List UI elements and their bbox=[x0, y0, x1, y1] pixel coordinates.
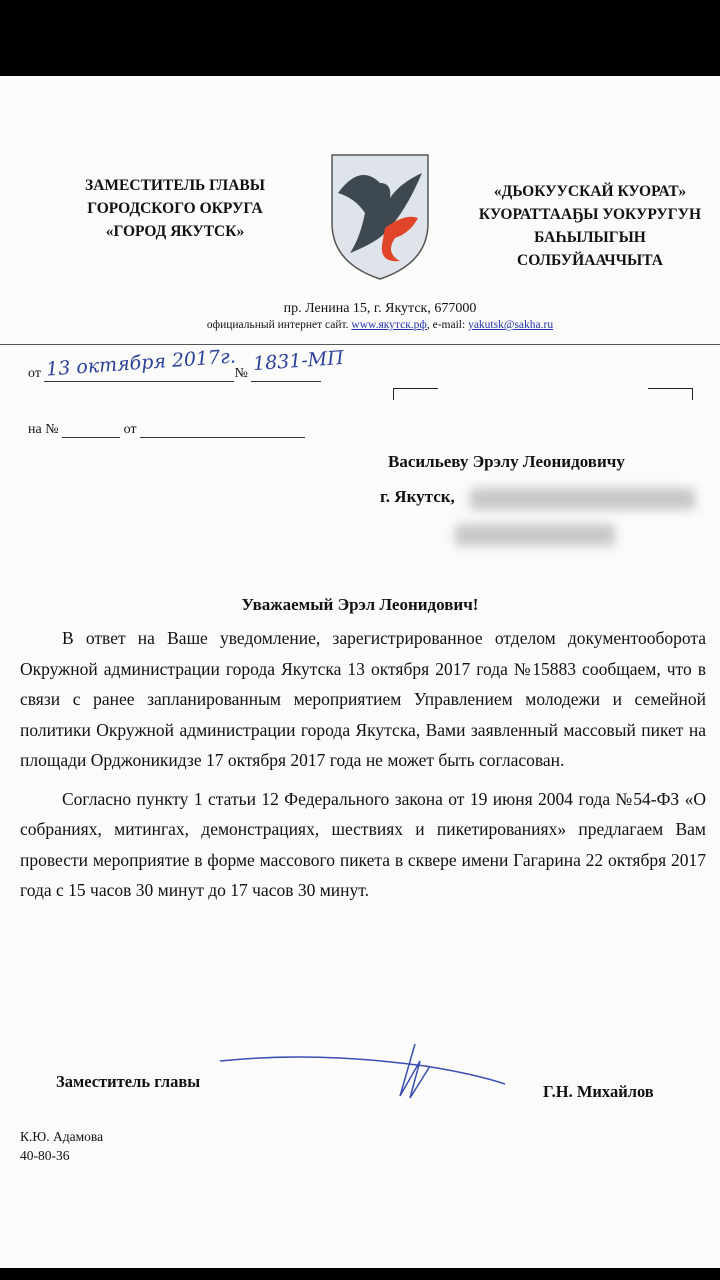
paragraph: В ответ на Ваше уведомление, зарегистрированное отделом документооборота Окружной администрации города Якутска 13 октября 2017 года №15883 сообщаем, что в связи с ранее запланированным мероприятием Управлением молодежи и семейной политики Окружной администрации города Якутска, Вами заявленный массовый пикет на площади Орджоникидзе 17 октября 2017 года не может быть согласован. bbox=[20, 628, 706, 770]
site-link[interactable]: www.якутск.рф bbox=[351, 319, 427, 331]
email-link[interactable]: yakutsk@sakha.ru bbox=[468, 319, 554, 331]
coat-of-arms-icon bbox=[330, 153, 430, 281]
handwritten-signature bbox=[215, 1036, 515, 1111]
from-label: от bbox=[28, 366, 41, 381]
executor-phone: 40-80-36 bbox=[20, 1148, 70, 1163]
reply-date-field bbox=[140, 422, 305, 438]
handwritten-number: 1831-МП bbox=[252, 346, 345, 376]
header-divider bbox=[0, 344, 720, 345]
signer-name: Г.Н. Михайлов bbox=[543, 1082, 654, 1101]
header-line: ГОРОДСКОГО ОКРУГА bbox=[87, 200, 263, 217]
reply-number-field bbox=[62, 422, 120, 438]
header-line: ЗАМЕСТИТЕЛЬ ГЛАВЫ bbox=[85, 177, 265, 194]
address: пр. Ленина 15, г. Якутск, 677000 bbox=[283, 301, 477, 316]
num-label: № bbox=[234, 366, 248, 381]
header-line: БАҺЫЛЫГЫН bbox=[534, 229, 646, 246]
reply-from-label: от bbox=[123, 422, 137, 437]
incoming-reg-line bbox=[28, 422, 305, 438]
header-left bbox=[40, 174, 310, 243]
header-line: КУОРАТТААҔЫ УОКУРУГУН bbox=[478, 206, 702, 223]
paragraph: Согласно пункту 1 статьи 12 Федерального закона от 19 июня 2004 года №54-ФЗ «О собраниях, митингах, демонстрациях, шествиях и пикетированиях» предлагаем Вам провести мероприятие в форме массового пикета в сквере имени Гагарина 22 октября 2017 года с 15 часов 30 минут до 17 часов 30 минут. bbox=[20, 788, 706, 900]
address-bracket-left bbox=[393, 388, 438, 400]
recipient-city: г. Якутск, bbox=[380, 487, 455, 506]
address-bracket-right bbox=[648, 388, 693, 400]
date-field bbox=[44, 345, 237, 382]
site-label: официальный интернет сайт. bbox=[206, 319, 349, 331]
header-line: «ГОРОД ЯКУТСК» bbox=[105, 223, 245, 240]
letter-page bbox=[0, 76, 720, 1268]
header-line: «ДЬОКУУСКАЙ КУОРАТ» bbox=[493, 183, 687, 200]
executor-name: К.Ю. Адамова bbox=[20, 1129, 104, 1144]
handwritten-date: 13 октября 2017г. bbox=[45, 345, 237, 381]
reply-label: на № bbox=[28, 422, 59, 437]
header-line: СОЛБУЙААЧЧЫТА bbox=[517, 252, 663, 269]
email-label: , e-mail: bbox=[426, 319, 466, 331]
greeting: Уважаемый Эрэл Леонидович! bbox=[241, 595, 479, 614]
redacted-postcode bbox=[455, 524, 615, 546]
recipient-name: Васильеву Эрэлу Леонидовичу bbox=[388, 452, 625, 471]
number-field bbox=[251, 346, 345, 382]
body-text bbox=[20, 623, 706, 906]
contacts bbox=[0, 319, 720, 331]
redacted-street bbox=[470, 488, 695, 510]
signer-position: Заместитель главы bbox=[56, 1072, 201, 1091]
header-right bbox=[450, 180, 720, 272]
outgoing-reg-line bbox=[28, 345, 345, 382]
